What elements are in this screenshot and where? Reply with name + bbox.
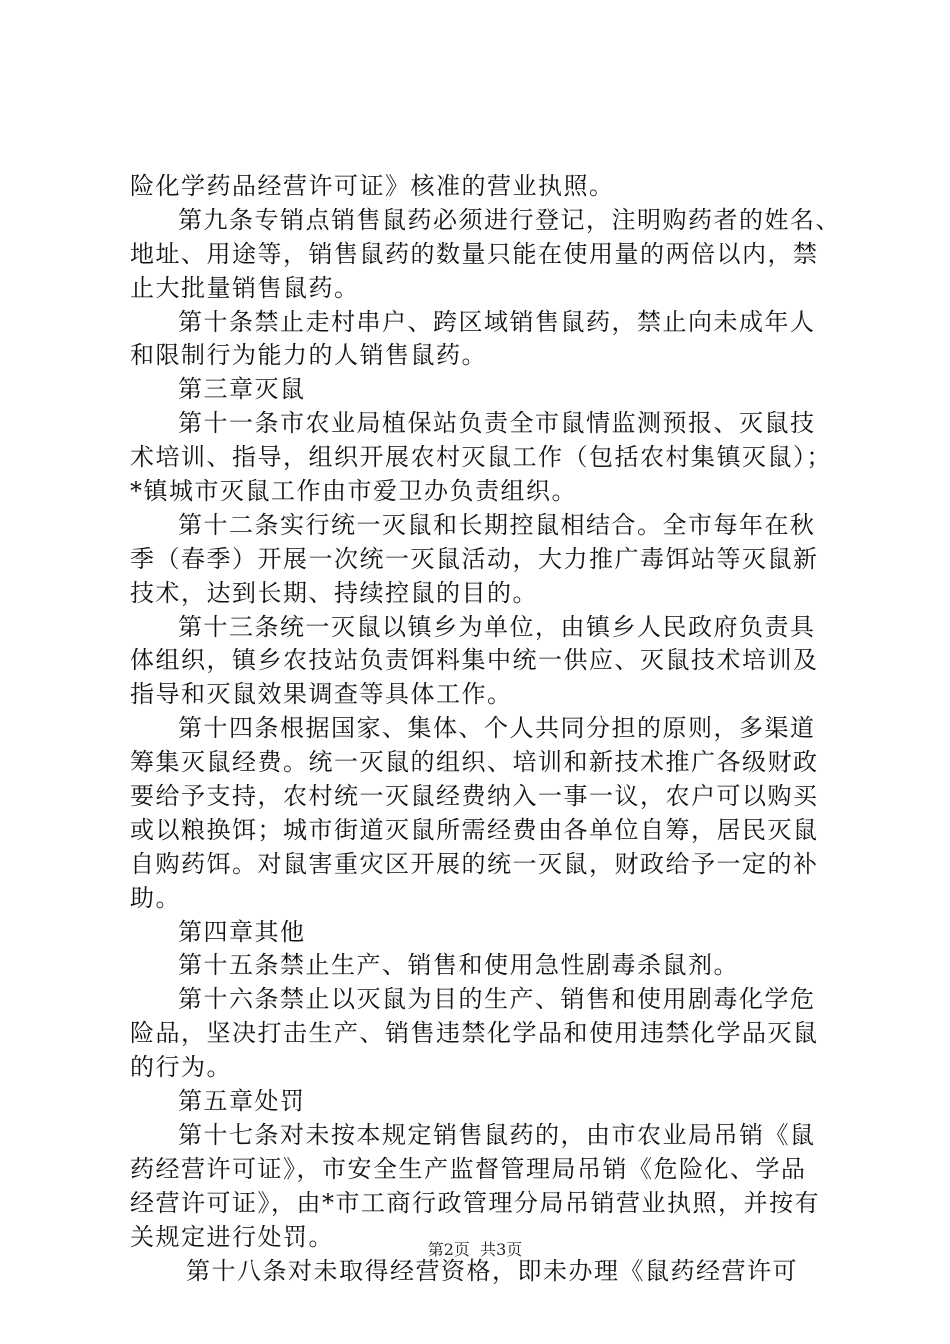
text-line: 术培训、指导，组织开展农村灭鼠工作（包括农村集镇灭鼠）； — [130, 443, 832, 472]
text-line: 季（春季）开展一次统一灭鼠活动，大力推广毒饵站等灭鼠新 — [130, 544, 819, 573]
document-body — [130, 170, 840, 1288]
text-line: 止大批量销售鼠药。 — [130, 273, 360, 302]
text-line: 第十四条根据国家、集体、个人共同分担的原则，多渠道 — [178, 714, 816, 743]
text-line: 体组织，镇乡农技站负责饵料集中统一供应、灭鼠技术培训及 — [130, 646, 819, 675]
text-line: 第十条禁止走村串户、跨区域销售鼠药，禁止向未成年人 — [178, 307, 816, 336]
text-line: 第十八条对未取得经营资格，即未办理《鼠药经营许可 — [186, 1256, 798, 1285]
text-line: 技术，达到长期、持续控鼠的目的。 — [130, 578, 538, 607]
text-line: 和限制行为能力的人销售鼠药。 — [130, 341, 487, 370]
text-line: 第九条专销点销售鼠药必须进行登记，注明购药者的姓名、 — [178, 205, 841, 234]
text-line: 第十二条实行统一灭鼠和长期控鼠相结合。全市每年在秋 — [178, 510, 816, 539]
text-line: 经营许可证》，由*市工商行政管理分局吊销营业执照，并按有 — [130, 1188, 820, 1217]
text-line: 险化学药品经营许可证》核准的营业执照。 — [130, 172, 615, 200]
text-line: 第十三条统一灭鼠以镇乡为单位，由镇乡人民政府负责具 — [178, 612, 816, 641]
section-heading: 第三章灭鼠 — [178, 375, 306, 404]
text-line: 指导和灭鼠效果调查等具体工作。 — [130, 680, 513, 709]
text-line: 的行为。 — [130, 1053, 232, 1082]
section-heading: 第四章其他 — [178, 917, 306, 946]
section-heading: 第五章处罚 — [178, 1087, 306, 1116]
text-line: 药经营许可证》，市安全生产监督管理局吊销《危险化、学品 — [130, 1154, 807, 1183]
text-line: 第十一条市农业局植保站负责全市鼠情监测预报、灭鼠技 — [178, 409, 816, 438]
text-line: 险品，坚决打击生产、销售违禁化学品和使用违禁化学品灭鼠 — [130, 1019, 819, 1048]
text-line: 筹集灭鼠经费。统一灭鼠的组织、培训和新技术推广各级财政 — [130, 748, 819, 777]
text-line: 助。 — [130, 883, 181, 912]
text-line: 关规定进行处罚。 — [130, 1222, 334, 1251]
text-line: 自购药饵。对鼠害重灾区开展的统一灭鼠，财政给予一定的补 — [130, 849, 819, 878]
text-line: 要给予支持，农村统一灭鼠经费纳入一事一议，农户可以购买 — [130, 782, 819, 811]
page-number-footer: 第2页 共3页 — [427, 1240, 523, 1259]
text-line: 第十五条禁止生产、销售和使用急性剧毒杀鼠剂。 — [178, 951, 739, 980]
text-line: *镇城市灭鼠工作由市爱卫办负责组织。 — [130, 477, 577, 506]
text-line: 第十六条禁止以灭鼠为目的生产、销售和使用剧毒化学危 — [178, 985, 816, 1014]
text-line: 第十七条对未按本规定销售鼠药的，由市农业局吊销《鼠 — [178, 1120, 816, 1149]
text-line: 地址、用途等，销售鼠药的数量只能在使用量的两倍以内，禁 — [130, 239, 819, 268]
text-line: 或以粮换饵；城市街道灭鼠所需经费由各单位自筹，居民灭鼠 — [130, 815, 819, 844]
